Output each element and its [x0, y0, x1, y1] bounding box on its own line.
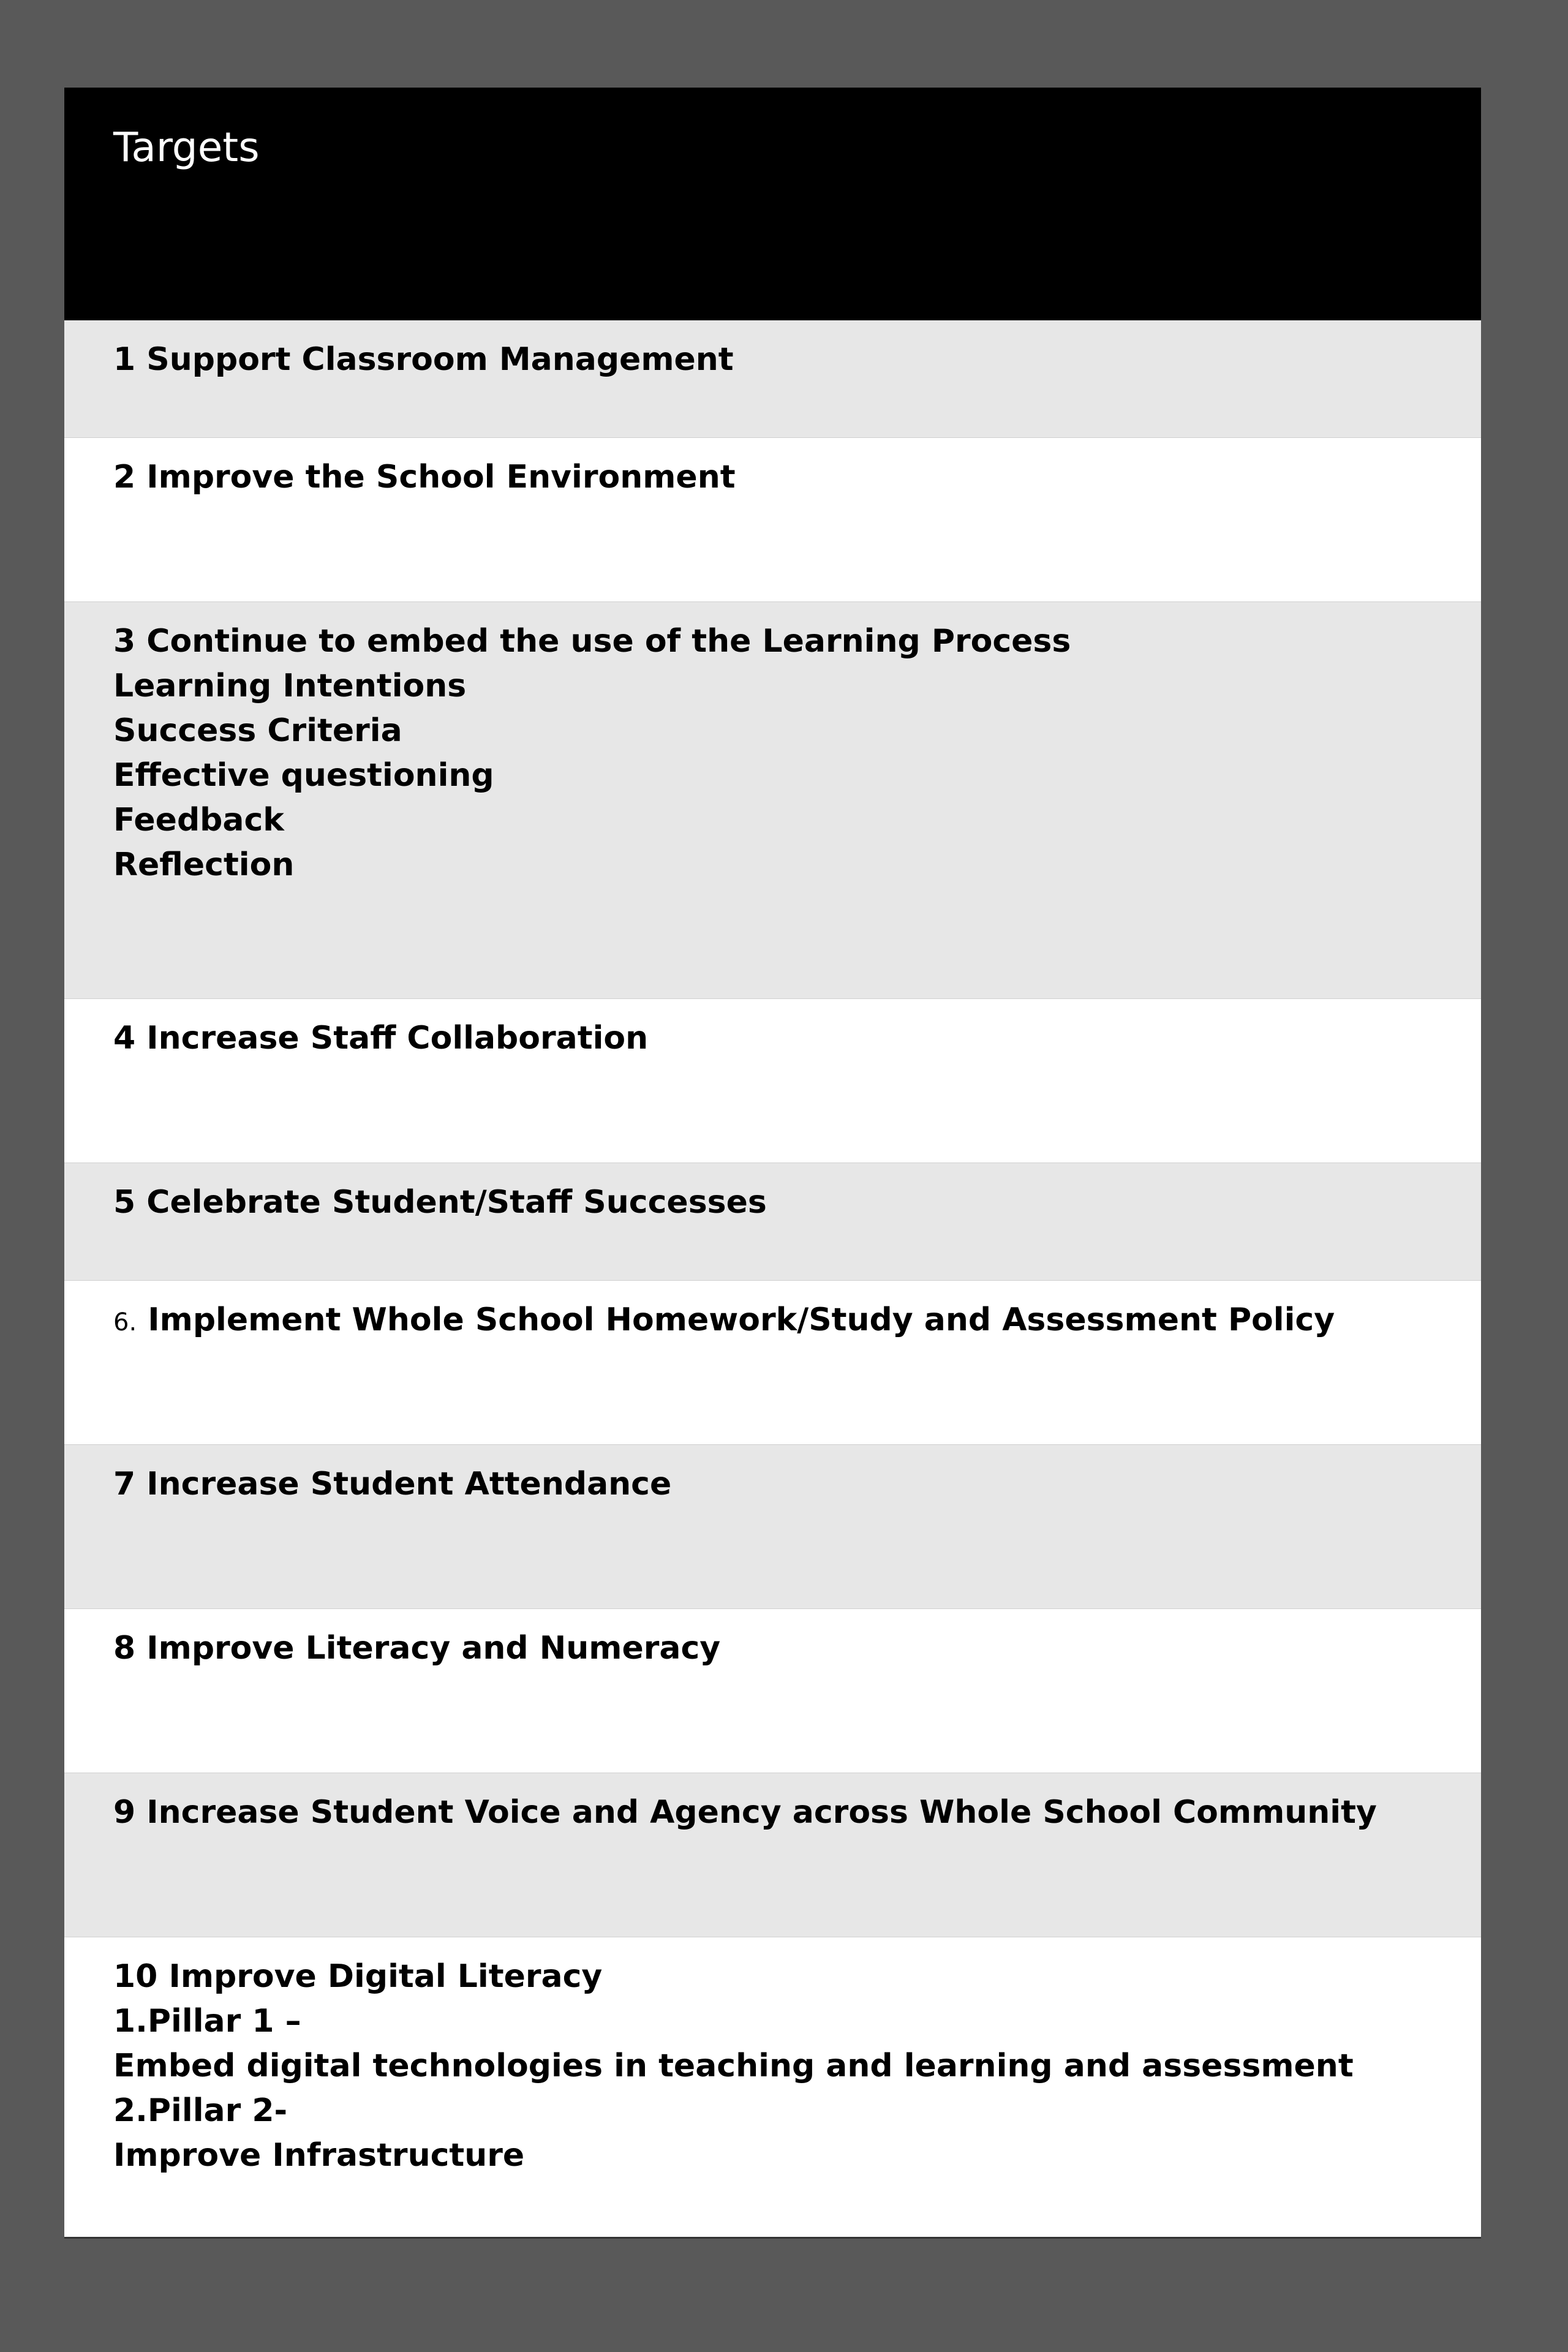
target-3-title: 3 Continue to embed the use of the Learning Process: [113, 623, 1071, 660]
target-row-2: [64, 438, 1481, 602]
target-3-item-effective-questioning: Effective questioning: [113, 757, 494, 794]
target-row-7: [64, 1445, 1481, 1609]
target-row-10: [64, 1937, 1481, 2237]
target-row-6: [64, 1281, 1481, 1445]
target-7-title: 7 Increase Student Attendance: [113, 1466, 672, 1502]
target-3-item-success-criteria: Success Criteria: [113, 712, 402, 749]
header-band: [64, 88, 1481, 320]
target-row-3: [64, 602, 1481, 999]
document-title: Targets: [113, 124, 260, 171]
target-3-item-feedback: Feedback: [113, 802, 284, 839]
target-10-pillar-2-label: 2.Pillar 2-: [113, 2092, 288, 2129]
target-10-pillar-1-label: 1.Pillar 1 –: [113, 2003, 301, 2040]
target-9-title: 9 Increase Student Voice and Agency across Whole School Community: [113, 1794, 1377, 1831]
targets-document: [64, 88, 1481, 2239]
target-row-1: [64, 320, 1481, 438]
target-6-title: Implement Whole School Homework/Study and Assessment Policy: [148, 1302, 1335, 1338]
target-6-line: [113, 1298, 1481, 1345]
target-1-title: 1 Support Classroom Management: [113, 341, 734, 378]
target-row-5: [64, 1163, 1481, 1281]
target-2-title: 2 Improve the School Environment: [113, 459, 736, 496]
target-10-pillar-1-text: Embed digital technologies in teaching and learning and assessment: [113, 2048, 1354, 2084]
target-row-8: [64, 1609, 1481, 1773]
target-10-pillar-2-text: Improve Infrastructure: [113, 2137, 525, 2174]
target-row-4: [64, 999, 1481, 1163]
target-row-9: [64, 1773, 1481, 1937]
target-5-title: 5 Celebrate Student/Staff Successes: [113, 1184, 767, 1221]
target-3-item-reflection: Reflection: [113, 846, 295, 883]
target-3-item-learning-intentions: Learning Intentions: [113, 668, 467, 704]
target-6-number: 6.: [113, 1308, 137, 1336]
target-8-title: 8 Improve Literacy and Numeracy: [113, 1630, 721, 1667]
target-10-title: 10 Improve Digital Literacy: [113, 1958, 603, 1995]
target-4-title: 4 Increase Staff Collaboration: [113, 1020, 649, 1057]
